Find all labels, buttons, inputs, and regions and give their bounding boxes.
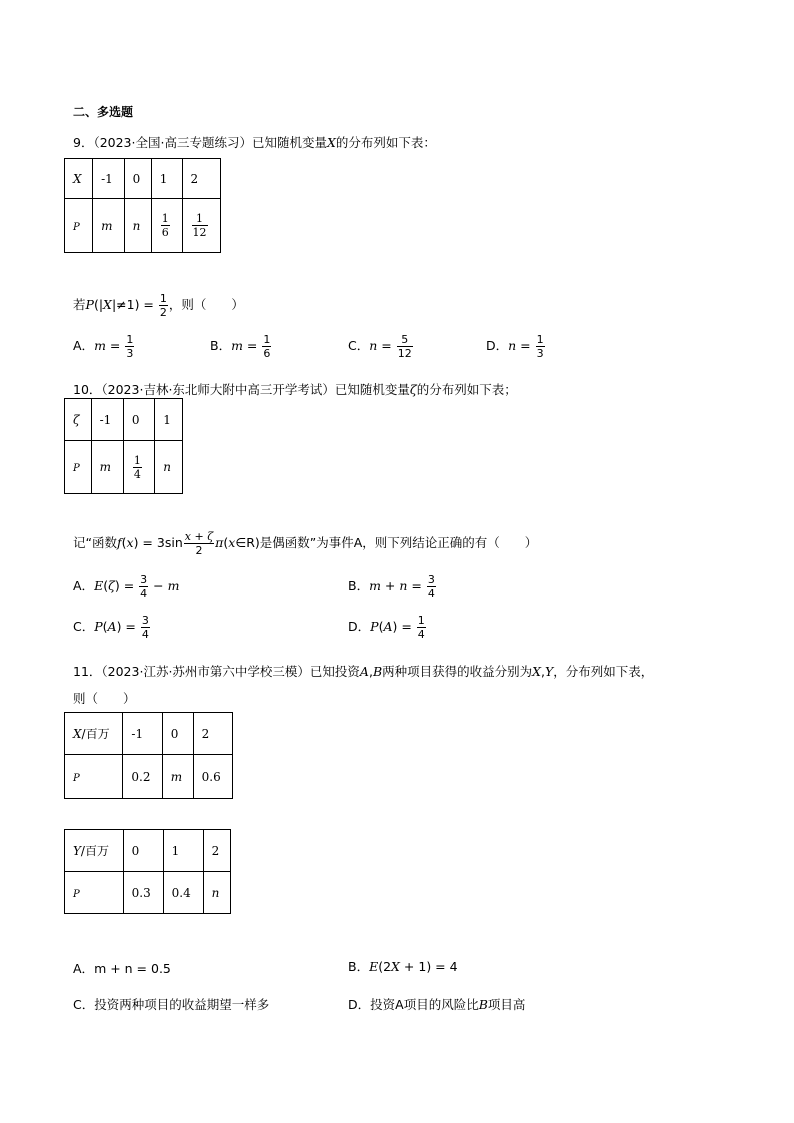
q10-distribution-table [64, 398, 183, 494]
q11-option-a: A．m + n = 0.5 [73, 961, 171, 976]
q9-cell [151, 199, 182, 253]
q9-cell: 2 [182, 159, 220, 199]
q11-stem-line2: 则（ ） [73, 691, 136, 706]
q9-cell: -1 [93, 159, 125, 199]
q9-cell: P [65, 199, 93, 253]
q9-condition: 若P(|X|≠1) = $\frac{1}{2}$ ，则（ ） [73, 292, 244, 319]
q11y-cell: Y/百万 [65, 830, 124, 872]
q11y-cell: P [65, 872, 124, 914]
q9-cell: 0 [124, 159, 151, 199]
q11x-cell: P [65, 755, 123, 799]
q9-cell [182, 199, 220, 253]
q11-table-y [64, 829, 231, 914]
q11x-cell: -1 [123, 713, 162, 755]
q11-table-x [64, 712, 233, 799]
q10-cell: 0 [123, 399, 154, 441]
q10-option-d: D．P(A) = $\frac{1}{4}$ [348, 614, 425, 641]
q10-cell: -1 [91, 399, 123, 441]
q9-option-a: A．m = $\frac{1}{3}$ [73, 333, 134, 360]
q11y-cell: 0.3 [123, 872, 163, 914]
q11-option-b: B．E(2X + 1) = 4 [348, 959, 458, 974]
q10-cell: P [65, 441, 92, 494]
q11y-cell: 2 [203, 830, 230, 872]
q9-cell: 1 [151, 159, 182, 199]
q11x-cell: m [162, 755, 193, 799]
q11-stem-line1: 11．（2023·江苏·苏州市第六中学校三模）已知投资A,B两种项目获得的收益分别为X,Y，分布列如下表， [73, 664, 654, 679]
q9-option-c: C．n = $\frac{5}{12}$ [348, 333, 412, 360]
section-heading: 二、多选题 [73, 105, 134, 119]
q9-stem-suffix: 的分布列如下表： [335, 135, 436, 150]
q11-option-d: D．投资A项目的风险比B项目高 [348, 997, 526, 1012]
q9-option-b: B．m = $\frac{1}{6}$ [210, 333, 271, 360]
q9-distribution-table [64, 158, 221, 253]
q9-stem-prefix: 9．（2023·全国·高三专题练习）已知随机变量 [73, 135, 327, 150]
q10-option-b: B．m + n = $\frac{3}{4}$ [348, 573, 435, 600]
q9-option-d: D．n = $\frac{1}{3}$ [486, 333, 544, 360]
q9-stem-var: X [326, 135, 336, 150]
q11y-cell: 0 [123, 830, 163, 872]
q10-cell: m [91, 441, 123, 494]
q11x-cell: X/百万 [65, 713, 123, 755]
q11y-cell: n [203, 872, 230, 914]
q10-condition: 记“函数f(x) = 3sin $\frac{x + \zeta}{2}$ π(x∈R)是偶函数”为事件A，则下列结论正确的有（ ） [73, 530, 538, 557]
q9-cell: X [65, 159, 93, 199]
q10-cell: n [155, 441, 183, 494]
q10-cell: $\frac{1}{4}$ [123, 441, 154, 494]
q10-cell: 1 [155, 399, 183, 441]
q11x-cell: 2 [193, 713, 232, 755]
q10-option-c: C．P(A) = $\frac{3}{4}$ [73, 614, 149, 641]
q11y-cell: 0.4 [163, 872, 203, 914]
q9-frac-1-12: $\frac{1}{12}$ [192, 212, 207, 239]
q11y-cell: 1 [163, 830, 203, 872]
q9-cell: m [93, 199, 125, 253]
q11-option-c: C．投资两种项目的收益期望一样多 [73, 997, 270, 1012]
q11x-cell: 0.6 [193, 755, 232, 799]
q10-stem: 10．（2023·吉林·东北师大附中高三开学考试）已知随机变量ζ的分布列如下表； [73, 382, 517, 397]
q11x-cell: 0.2 [123, 755, 162, 799]
q11x-cell: 0 [162, 713, 193, 755]
q10-cell: ζ [65, 399, 92, 441]
q9-stem [73, 133, 436, 151]
q9-frac-1-6: $\frac{1}{6}$ [161, 212, 169, 239]
q9-cell: n [124, 199, 151, 253]
q10-option-a: A．E(ζ) = $\frac{3}{4}$ − m [73, 573, 180, 600]
